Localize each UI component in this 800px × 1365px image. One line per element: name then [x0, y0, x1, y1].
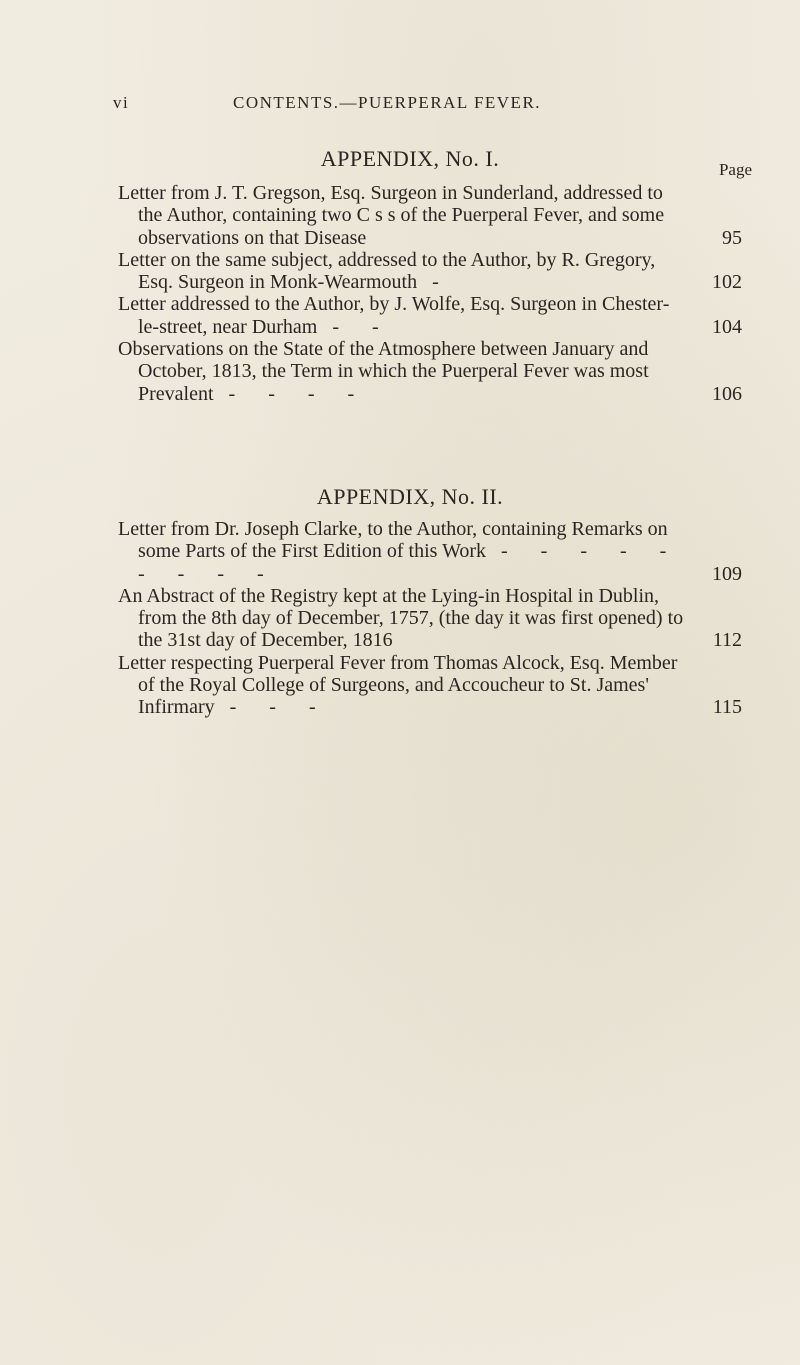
page-column-label: Page — [718, 160, 752, 179]
toc-entry — [118, 585, 742, 652]
toc-entry — [118, 518, 742, 585]
toc-entry-text: Observations on the State of the Atmosphere between January and October, 1813, the Term in which the Puerperal Fever was most Prevalent — [118, 338, 649, 405]
appendix-1-entries — [118, 182, 742, 405]
toc-entry-page: 102 — [712, 271, 742, 294]
toc-entry-page: 95 — [722, 226, 742, 249]
toc-entry-page: 104 — [712, 315, 742, 338]
toc-entry — [118, 652, 742, 719]
toc-entry-leader: - - - - - - - - - — [138, 540, 681, 585]
toc-entry-text: Letter on the same subject, addressed to the Author, by R. Gregory, Esq. Surgeon in Monk-Wearmouth — [118, 248, 656, 294]
toc-entry-text: An Abstract of the Registry kept at the Lying-in Hospital in Dublin, from the 8th day of December, 1757, (the day it was first opened) to the 31st day of December, 1816 — [118, 584, 684, 652]
toc-entry-leader: - - - — [229, 696, 330, 719]
toc-entry — [118, 338, 742, 405]
appendix-1-heading: APPENDIX, No. I. — [320, 146, 500, 171]
toc-entry-page: 106 — [712, 382, 742, 405]
toc-entry-leader: - - - - — [228, 382, 369, 405]
appendix-2-entries — [118, 518, 742, 719]
toc-entry-leader: - - — [332, 315, 393, 338]
toc-entry — [118, 182, 742, 249]
appendix-2-heading: APPENDIX, No. II. — [316, 484, 504, 509]
toc-entry-text: Letter addressed to the Author, by J. Wolfe, Esq. Surgeon in Chester-le-street, near Durham — [118, 293, 670, 338]
toc-entry-text: Letter from Dr. Joseph Clarke, to the Author, containing Remarks on some Parts of the First Edition of this Work — [118, 518, 668, 563]
toc-entry — [118, 293, 742, 338]
page-folio: vi — [113, 93, 130, 112]
toc-entry-page: 109 — [712, 562, 742, 585]
running-title: CONTENTS.—PUERPERAL FEVER. — [233, 93, 542, 112]
toc-entry-page: 115 — [712, 696, 742, 719]
toc-entry — [118, 249, 742, 294]
toc-entry-leader: - — [432, 271, 453, 294]
toc-entry-text: Letter respecting Puerperal Fever from Thomas Alcock, Esq. Member of the Royal College of Surgeons, and Accoucheur to St. James' Infirmary — [118, 651, 678, 719]
toc-entry-text: Letter from J. T. Gregson, Esq. Surgeon in Sunderland, addressed to the Author, containing two C s s of the Puerperal Fever, and some observations on that Disease — [118, 182, 665, 249]
toc-entry-page: 112 — [712, 629, 742, 652]
